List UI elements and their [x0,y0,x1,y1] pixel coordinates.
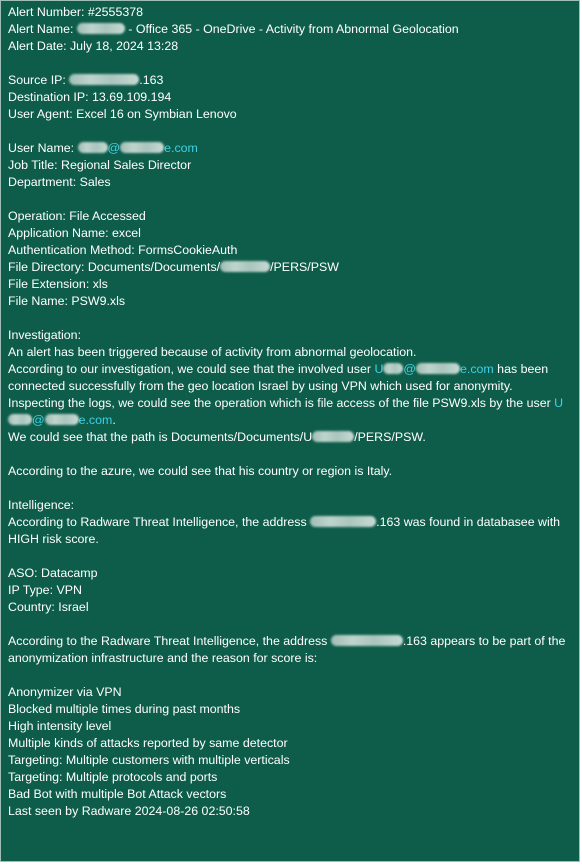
reason-item: Last seen by Radware 2024-08-26 02:50:58 [8,804,250,818]
alert-date: Alert Date: July 18, 2024 13:28 [8,39,179,53]
file-directory-prefix: File Directory: Documents/Documents/ [8,260,221,274]
source-ip-label: Source IP: [8,73,70,87]
investigation-azure: According to the azure, we could see that his country or region is Italy. [8,464,393,478]
reason-item: Targeting: Multiple protocols and ports [8,770,218,784]
investigation-connection-prefix: According to our investigation, we could see that the involved user [8,362,375,376]
authentication-method: Authentication Method: FormsCookieAuth [8,243,238,257]
involved-user-end: e.com [459,362,494,376]
intelligence-anonymization [8,633,576,667]
user-email-at: @ [107,141,121,155]
reason-item: Anonymizer via VPN [8,685,122,699]
logs-user-at: @ [32,413,45,427]
user-email-suffix: e.com [164,141,198,155]
source-ip-suffix: .163 [139,73,164,87]
investigation-path-suffix: /PERS/PSW. [354,430,426,444]
alert-name-text: - Office 365 - OneDrive - Activity from Abnormal Geolocation [124,22,459,36]
redacted-alert-name [77,23,125,34]
user-agent: User Agent: Excel 16 on Symbian Lenovo [8,107,237,121]
reason-item: High intensity level [8,719,112,733]
alert-details-text [8,4,576,820]
investigation-path [8,429,576,446]
aso: ASO: Datacamp [8,566,98,580]
redacted-source-ip [69,74,139,85]
redacted-path-user [312,431,354,442]
investigation-connection [8,361,576,395]
investigation-heading: Investigation: [8,328,82,342]
reason-item: Multiple kinds of attacks reported by same detector [8,736,288,750]
logs-user-start: U [554,396,564,410]
redacted-logs-domain [45,414,79,425]
redacted-user-local [78,142,108,153]
redacted-involved-domain [416,363,460,374]
country: Country: Israel [8,600,89,614]
intelligence-risk-prefix: According to Radware Threat Intelligence, the address [8,515,311,529]
investigation-logs [8,395,576,429]
alert-number: Alert Number: #2555378 [8,5,144,19]
redacted-involved-user [383,363,403,374]
user-name [8,140,576,157]
intelligence-heading: Intelligence: [8,498,75,512]
involved-user-start: U [374,362,384,376]
alert-name [8,21,576,38]
file-directory-suffix: /PERS/PSW [270,260,339,274]
investigation-summary: An alert has been triggered because of activity from abnormal geolocation. [8,345,417,359]
source-ip [8,72,576,89]
involved-user-at: @ [403,362,416,376]
redacted-intel-ip-1 [310,516,376,527]
ip-type: IP Type: VPN [8,583,82,597]
operation: Operation: File Accessed [8,209,146,223]
application-name: Application Name: excel [8,226,141,240]
file-name: File Name: PSW9.xls [8,294,126,308]
redacted-user-domain [120,142,164,153]
destination-ip: Destination IP: 13.69.109.194 [8,90,172,104]
intelligence-risk-suffix: .163 was found in databasee with HIGH risk score. [8,515,561,546]
department: Department: Sales [8,175,111,189]
investigation-connection-suffix: has been connected successfully from the geo location Israel by using VPN which used for anonymity. [8,362,549,393]
redacted-intel-ip-2 [331,635,403,646]
reason-item: Targeting: Multiple customers with multiple verticals [8,753,290,767]
investigation-path-user-start: U [303,430,313,444]
logs-user-end: e.com [78,413,113,427]
reason-item: Blocked multiple times during past months [8,702,241,716]
redacted-logs-user [8,414,32,425]
user-name-label: User Name: [8,141,78,155]
involved-user-link[interactable] [374,362,493,376]
investigation-path-prefix: We could see that the path is Documents/Documents/ [8,430,304,444]
intelligence-risk [8,514,576,548]
redacted-directory-user [220,261,270,272]
intelligence-anonymization-prefix: According to the Radware Threat Intelligence, the address [8,634,331,648]
investigation-logs-end: . [112,413,116,427]
user-email-link[interactable] [78,141,198,155]
alert-name-label: Alert Name: [8,22,77,36]
reason-item: Bad Bot with multiple Bot Attack vectors [8,787,227,801]
file-extension: File Extension: xls [8,277,108,291]
file-directory [8,259,576,276]
intelligence-anonymization-suffix: .163 appears to be part of the anonymization infrastructure and the reason for score is: [8,634,566,665]
job-title: Job Title: Regional Sales Director [8,158,192,172]
investigation-logs-text: Inspecting the logs, we could see the operation which is file access of the file PSW9.xls by the user [8,396,555,410]
